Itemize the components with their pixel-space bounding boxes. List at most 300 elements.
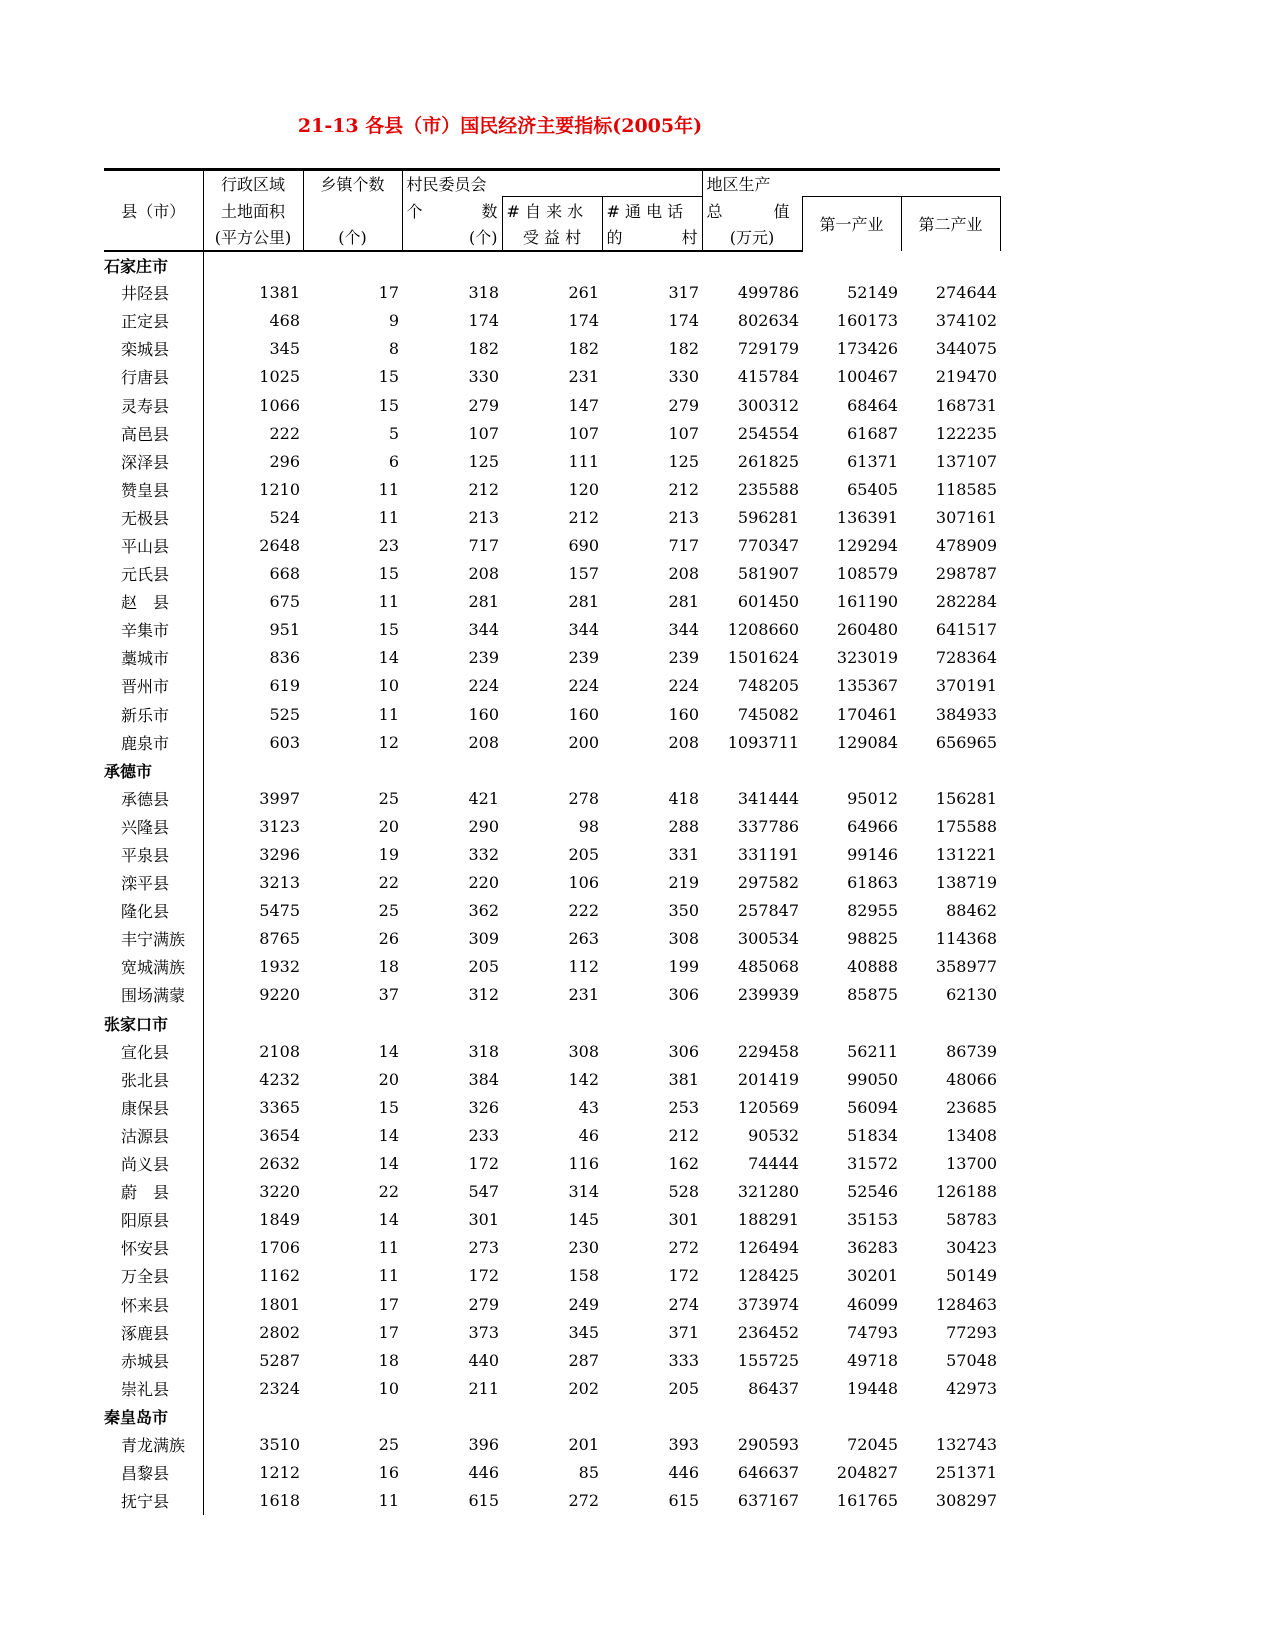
city-name: 秦皇岛市 xyxy=(104,1402,203,1430)
cell-villages: 717 xyxy=(468,535,499,555)
header-village-shu: 数 xyxy=(481,201,498,221)
county-name: 无极县 xyxy=(104,503,203,531)
header-power-cun: 村 xyxy=(681,228,698,247)
cell-water-villages: 231 xyxy=(568,367,599,387)
cell-towns: 14 xyxy=(378,1210,399,1230)
table-row xyxy=(104,1262,1000,1290)
cell-secondary-industry: 370191 xyxy=(935,676,997,696)
city-name: 张家口市 xyxy=(104,1009,203,1037)
cell-towns: 15 xyxy=(378,367,399,387)
cell-phone-villages: 301 xyxy=(668,1210,699,1230)
cell-villages: 326 xyxy=(468,1097,499,1117)
table-row xyxy=(104,475,1000,503)
cell-towns: 11 xyxy=(378,1491,399,1511)
cell-villages: 318 xyxy=(468,283,499,303)
county-name: 青龙满族 xyxy=(104,1430,203,1458)
cell-towns: 5 xyxy=(388,423,399,443)
header-towns-unit: (个) xyxy=(303,224,402,251)
table-row xyxy=(104,644,1000,672)
cell-secondary-industry: 48066 xyxy=(946,1069,997,1089)
county-name: 抚宁县 xyxy=(104,1487,203,1515)
cell-gdp: 236452 xyxy=(737,1322,799,1342)
cell-primary-industry: 72045 xyxy=(847,1434,898,1454)
cell-villages xyxy=(402,251,502,279)
cell-phone-villages: 213 xyxy=(668,507,699,527)
cell-area: 1162 xyxy=(259,1266,300,1286)
cell-primary-industry: 40888 xyxy=(847,957,898,977)
cell-area: 296 xyxy=(269,451,300,471)
header-towns-line1: 乡镇个数 xyxy=(303,170,402,197)
cell-villages: 615 xyxy=(468,1491,499,1511)
table-body xyxy=(104,251,1000,1515)
cell-area: 3213 xyxy=(259,873,300,893)
county-name: 平山县 xyxy=(104,531,203,559)
cell-gdp xyxy=(702,1402,802,1430)
table-row xyxy=(104,784,1000,812)
cell-water-villages: 212 xyxy=(568,507,599,527)
cell-towns: 11 xyxy=(378,704,399,724)
cell-area: 1706 xyxy=(259,1238,300,1258)
header-county: 县（市） xyxy=(121,201,186,221)
cell-water-villages: 147 xyxy=(568,395,599,415)
cell-towns: 11 xyxy=(378,507,399,527)
header-county-blank xyxy=(104,224,203,251)
cell-villages: 233 xyxy=(468,1125,499,1145)
county-name: 兴隆县 xyxy=(104,812,203,840)
table-header xyxy=(104,170,1000,251)
cell-phone-villages: 279 xyxy=(668,395,699,415)
cell-gdp: 748205 xyxy=(737,676,799,696)
cell-phone-villages: 350 xyxy=(668,901,699,921)
cell-villages: 212 xyxy=(468,479,499,499)
cell-area: 8765 xyxy=(259,929,300,949)
cell-area: 1932 xyxy=(259,957,300,977)
table-row xyxy=(104,279,1000,307)
cell-towns: 19 xyxy=(378,845,399,865)
header-power-line2 xyxy=(602,224,702,251)
cell-primary-industry: 19448 xyxy=(847,1378,898,1398)
table-row xyxy=(104,1234,1000,1262)
cell-area: 524 xyxy=(269,507,300,527)
cell-towns: 20 xyxy=(378,1069,399,1089)
cell-gdp: 485068 xyxy=(737,957,799,977)
cell-phone-villages: 331 xyxy=(668,845,699,865)
cell-water-villages: 239 xyxy=(568,648,599,668)
cell-area: 525 xyxy=(269,704,300,724)
cell-towns: 8 xyxy=(388,339,399,359)
cell-towns: 14 xyxy=(378,1154,399,1174)
cell-primary-industry: 160173 xyxy=(836,311,898,331)
cell-towns: 11 xyxy=(378,1238,399,1258)
cell-secondary-industry: 168731 xyxy=(935,395,997,415)
city-name: 承德市 xyxy=(104,756,203,784)
cell-phone-villages: 317 xyxy=(668,283,699,303)
cell-area xyxy=(203,1402,303,1430)
cell-secondary-industry: 307161 xyxy=(935,507,997,527)
cell-towns: 6 xyxy=(388,451,399,471)
header-gdp-zong: 总 xyxy=(706,201,723,221)
table-row xyxy=(104,335,1000,363)
cell-villages: 373 xyxy=(468,1322,499,1342)
cell-secondary-industry: 126188 xyxy=(935,1182,997,1202)
cell-gdp: 770347 xyxy=(737,535,799,555)
cell-gdp: 290593 xyxy=(737,1434,799,1454)
cell-villages: 312 xyxy=(468,985,499,1005)
cell-water-villages: 690 xyxy=(568,535,599,555)
header-area-line1: 行政区域 xyxy=(203,170,303,197)
cell-towns: 15 xyxy=(378,395,399,415)
cell-villages: 344 xyxy=(468,620,499,640)
cell-secondary-industry: 114368 xyxy=(935,929,997,949)
county-name: 赞皇县 xyxy=(104,475,203,503)
cell-water-villages: 249 xyxy=(568,1294,599,1314)
cell-area: 3654 xyxy=(259,1125,300,1145)
county-name: 晋州市 xyxy=(104,672,203,700)
cell-gdp: 201419 xyxy=(737,1069,799,1089)
cell-gdp: 337786 xyxy=(737,816,799,836)
cell-secondary-industry xyxy=(901,756,1000,784)
cell-phone-villages: 615 xyxy=(668,1491,699,1511)
cell-towns: 17 xyxy=(378,283,399,303)
cell-water-villages: 111 xyxy=(568,451,599,471)
cell-secondary-industry: 641517 xyxy=(935,620,997,640)
cell-phone-villages: 528 xyxy=(668,1182,699,1202)
cell-area: 675 xyxy=(269,592,300,612)
cell-secondary-industry: 118585 xyxy=(935,479,997,499)
cell-phone-villages: 393 xyxy=(668,1434,699,1454)
table-row xyxy=(104,1206,1000,1234)
cell-gdp: 1501624 xyxy=(727,648,799,668)
cell-villages: 301 xyxy=(468,1210,499,1230)
city-row xyxy=(104,251,1000,279)
county-name: 蔚 县 xyxy=(104,1178,203,1206)
cell-area: 9220 xyxy=(259,985,300,1005)
table-row xyxy=(104,307,1000,335)
cell-phone-villages: 212 xyxy=(668,1125,699,1145)
cell-towns: 17 xyxy=(378,1294,399,1314)
cell-gdp xyxy=(702,756,802,784)
cell-water-villages xyxy=(502,1402,602,1430)
header-water-line1: # 自 来 水 xyxy=(502,197,602,224)
cell-gdp: 155725 xyxy=(737,1350,799,1370)
cell-area: 2108 xyxy=(259,1041,300,1061)
cell-water-villages: 281 xyxy=(568,592,599,612)
cell-phone-villages: 253 xyxy=(668,1097,699,1117)
cell-secondary-industry: 478909 xyxy=(935,535,997,555)
cell-area xyxy=(203,251,303,279)
header-village-count xyxy=(402,197,502,224)
county-name: 怀安县 xyxy=(104,1234,203,1262)
cell-villages: 279 xyxy=(468,395,499,415)
cell-phone-villages: 371 xyxy=(668,1322,699,1342)
cell-secondary-industry: 122235 xyxy=(935,423,997,443)
cell-villages: 208 xyxy=(468,732,499,752)
county-name: 尚义县 xyxy=(104,1150,203,1178)
cell-secondary-industry: 50149 xyxy=(946,1266,997,1286)
table-row xyxy=(104,953,1000,981)
cell-towns: 26 xyxy=(378,929,399,949)
cell-towns: 14 xyxy=(378,648,399,668)
cell-phone-villages: 717 xyxy=(668,535,699,555)
cell-towns: 37 xyxy=(378,985,399,1005)
cell-gdp: 239939 xyxy=(737,985,799,1005)
cell-primary-industry: 204827 xyxy=(836,1463,898,1483)
cell-primary-industry: 99146 xyxy=(847,845,898,865)
header-primary-industry: 第一产业 xyxy=(802,197,901,251)
cell-secondary-industry: 62130 xyxy=(946,985,997,1005)
cell-primary-industry: 31572 xyxy=(847,1154,898,1174)
cell-water-villages: 224 xyxy=(568,676,599,696)
cell-towns: 11 xyxy=(378,592,399,612)
cell-towns: 23 xyxy=(378,535,399,555)
cell-gdp: 300312 xyxy=(737,395,799,415)
cell-phone-villages: 239 xyxy=(668,648,699,668)
cell-secondary-industry: 219470 xyxy=(935,367,997,387)
county-name: 丰宁满族 xyxy=(104,925,203,953)
header-county-blank xyxy=(104,170,203,197)
cell-villages: 273 xyxy=(468,1238,499,1258)
cell-area: 2632 xyxy=(259,1154,300,1174)
cell-area: 836 xyxy=(269,648,300,668)
table-row xyxy=(104,531,1000,559)
cell-area: 2648 xyxy=(259,535,300,555)
cell-area: 1212 xyxy=(259,1463,300,1483)
cell-towns: 12 xyxy=(378,732,399,752)
cell-primary-industry: 100467 xyxy=(836,367,898,387)
cell-area xyxy=(203,756,303,784)
cell-primary-industry: 61371 xyxy=(847,451,898,471)
cell-phone-villages: 224 xyxy=(668,676,699,696)
county-name: 行唐县 xyxy=(104,363,203,391)
cell-secondary-industry: 128463 xyxy=(935,1294,997,1314)
county-name: 灵寿县 xyxy=(104,391,203,419)
table-row xyxy=(104,503,1000,531)
header-water-line2: 受 益 村 xyxy=(502,224,602,251)
cell-primary-industry: 52546 xyxy=(847,1182,898,1202)
cell-towns: 16 xyxy=(378,1463,399,1483)
table-row xyxy=(104,869,1000,897)
header-gdp-line1: 地区生产 xyxy=(702,170,802,197)
cell-gdp: 126494 xyxy=(737,1238,799,1258)
cell-secondary-industry: 175588 xyxy=(935,816,997,836)
cell-primary-industry: 135367 xyxy=(836,676,898,696)
cell-primary-industry: 85875 xyxy=(847,985,898,1005)
county-name: 围场满蒙 xyxy=(104,981,203,1009)
cell-secondary-industry: 88462 xyxy=(946,901,997,921)
cell-secondary-industry: 308297 xyxy=(935,1491,997,1511)
table-row xyxy=(104,1065,1000,1093)
cell-phone-villages: 330 xyxy=(668,367,699,387)
cell-area: 1381 xyxy=(259,283,300,303)
cell-water-villages xyxy=(502,1009,602,1037)
table-row xyxy=(104,1374,1000,1402)
cell-phone-villages: 208 xyxy=(668,732,699,752)
cell-primary-industry: 56211 xyxy=(847,1041,898,1061)
city-row xyxy=(104,1009,1000,1037)
cell-primary-industry: 56094 xyxy=(847,1097,898,1117)
county-name: 昌黎县 xyxy=(104,1459,203,1487)
city-name: 石家庄市 xyxy=(104,251,203,279)
cell-gdp: 297582 xyxy=(737,873,799,893)
cell-towns: 25 xyxy=(378,788,399,808)
cell-water-villages: 345 xyxy=(568,1322,599,1342)
county-name: 正定县 xyxy=(104,307,203,335)
cell-phone-villages: 160 xyxy=(668,704,699,724)
header-village-unit: (个) xyxy=(402,224,502,251)
cell-towns: 20 xyxy=(378,816,399,836)
cell-water-villages: 182 xyxy=(568,339,599,359)
cell-primary-industry: 260480 xyxy=(836,620,898,640)
cell-phone-villages: 272 xyxy=(668,1238,699,1258)
cell-villages: 421 xyxy=(468,788,499,808)
cell-area: 222 xyxy=(269,423,300,443)
cell-water-villages: 85 xyxy=(578,1463,599,1483)
cell-water-villages: 145 xyxy=(568,1210,599,1230)
page-title: 21-13 各县（市）国民经济主要指标(2005年) xyxy=(297,115,703,137)
table-row xyxy=(104,700,1000,728)
county-name: 隆化县 xyxy=(104,897,203,925)
table-row xyxy=(104,588,1000,616)
cell-secondary-industry: 656965 xyxy=(935,732,997,752)
table-row xyxy=(104,1037,1000,1065)
cell-towns: 15 xyxy=(378,620,399,640)
cell-area: 3997 xyxy=(259,788,300,808)
cell-gdp: 646637 xyxy=(737,1463,799,1483)
cell-villages: 279 xyxy=(468,1294,499,1314)
table-row xyxy=(104,981,1000,1009)
table-row xyxy=(104,1178,1000,1206)
cell-towns xyxy=(303,1402,402,1430)
cell-villages: 224 xyxy=(468,676,499,696)
table-row xyxy=(104,419,1000,447)
cell-gdp: 74444 xyxy=(748,1154,799,1174)
cell-area: 1849 xyxy=(259,1210,300,1230)
cell-water-villages: 43 xyxy=(578,1097,599,1117)
cell-secondary-industry: 13700 xyxy=(946,1154,997,1174)
cell-water-villages: 344 xyxy=(568,620,599,640)
cell-water-villages: 160 xyxy=(568,704,599,724)
cell-area: 3510 xyxy=(259,1434,300,1454)
cell-phone-villages: 107 xyxy=(668,423,699,443)
county-name: 高邑县 xyxy=(104,419,203,447)
header-power-line1: # 通 电 话 xyxy=(602,197,702,224)
table-row xyxy=(104,391,1000,419)
cell-towns: 18 xyxy=(378,957,399,977)
cell-villages: 396 xyxy=(468,1434,499,1454)
cell-towns: 17 xyxy=(378,1322,399,1342)
cell-phone-villages: 174 xyxy=(668,311,699,331)
county-name: 康保县 xyxy=(104,1093,203,1121)
cell-water-villages: 116 xyxy=(568,1154,599,1174)
table-row xyxy=(104,1318,1000,1346)
cell-water-villages: 263 xyxy=(568,929,599,949)
cell-area: 951 xyxy=(269,620,300,640)
cell-secondary-industry: 57048 xyxy=(946,1350,997,1370)
cell-primary-industry xyxy=(802,756,901,784)
cell-primary-industry: 95012 xyxy=(847,788,898,808)
table-row xyxy=(104,1459,1000,1487)
county-name: 赤城县 xyxy=(104,1346,203,1374)
cell-phone-villages: 199 xyxy=(668,957,699,977)
cell-primary-industry: 51834 xyxy=(847,1125,898,1145)
cell-phone-villages: 274 xyxy=(668,1294,699,1314)
cell-secondary-industry: 156281 xyxy=(935,788,997,808)
cell-secondary-industry: 137107 xyxy=(935,451,997,471)
city-row xyxy=(104,756,1000,784)
cell-towns: 11 xyxy=(378,479,399,499)
cell-area: 668 xyxy=(269,564,300,584)
header-gdp-zhi: 值 xyxy=(773,201,790,221)
cell-water-villages: 106 xyxy=(568,873,599,893)
cell-towns xyxy=(303,756,402,784)
cell-water-villages: 261 xyxy=(568,283,599,303)
cell-water-villages: 200 xyxy=(568,732,599,752)
county-name: 沽源县 xyxy=(104,1121,203,1149)
cell-area: 468 xyxy=(269,311,300,331)
header-area-unit: (平方公里) xyxy=(203,224,303,251)
cell-water-villages xyxy=(502,251,602,279)
county-name: 深泽县 xyxy=(104,447,203,475)
cell-area: 5475 xyxy=(259,901,300,921)
table-row xyxy=(104,1430,1000,1458)
cell-primary-industry: 52149 xyxy=(847,283,898,303)
cell-gdp: 581907 xyxy=(737,564,799,584)
cell-secondary-industry: 77293 xyxy=(946,1322,997,1342)
header-blank xyxy=(602,170,702,197)
cell-water-villages: 98 xyxy=(578,816,599,836)
cell-gdp: 1093711 xyxy=(727,732,799,752)
cell-villages: 440 xyxy=(468,1350,499,1370)
cell-secondary-industry: 42973 xyxy=(946,1378,997,1398)
county-name: 承德县 xyxy=(104,784,203,812)
cell-gdp: 254554 xyxy=(737,423,799,443)
cell-secondary-industry: 358977 xyxy=(935,957,997,977)
county-name: 藁城市 xyxy=(104,644,203,672)
cell-towns: 22 xyxy=(378,873,399,893)
cell-villages: 208 xyxy=(468,564,499,584)
cell-gdp: 257847 xyxy=(737,901,799,921)
cell-primary-industry: 61687 xyxy=(847,423,898,443)
cell-water-villages: 287 xyxy=(568,1350,599,1370)
table-row xyxy=(104,560,1000,588)
cell-phone-villages: 182 xyxy=(668,339,699,359)
cell-villages: 220 xyxy=(468,873,499,893)
cell-water-villages: 202 xyxy=(568,1378,599,1398)
cell-villages: 172 xyxy=(468,1154,499,1174)
cell-towns: 15 xyxy=(378,564,399,584)
cell-phone-villages xyxy=(602,251,702,279)
cell-villages xyxy=(402,1402,502,1430)
cell-gdp: 415784 xyxy=(737,367,799,387)
cell-water-villages: 46 xyxy=(578,1125,599,1145)
cell-villages: 330 xyxy=(468,367,499,387)
cell-water-villages: 174 xyxy=(568,311,599,331)
cell-secondary-industry: 23685 xyxy=(946,1097,997,1117)
table-row xyxy=(104,840,1000,868)
cell-water-villages: 201 xyxy=(568,1434,599,1454)
cell-gdp: 90532 xyxy=(748,1125,799,1145)
cell-phone-villages: 208 xyxy=(668,564,699,584)
cell-area: 2802 xyxy=(259,1322,300,1342)
header-blank xyxy=(502,170,602,197)
cell-villages: 182 xyxy=(468,339,499,359)
cell-phone-villages: 219 xyxy=(668,873,699,893)
indicator-table xyxy=(104,168,1000,1515)
cell-secondary-industry: 132743 xyxy=(935,1434,997,1454)
cell-area: 1210 xyxy=(259,479,300,499)
table-row xyxy=(104,925,1000,953)
cell-towns: 25 xyxy=(378,1434,399,1454)
